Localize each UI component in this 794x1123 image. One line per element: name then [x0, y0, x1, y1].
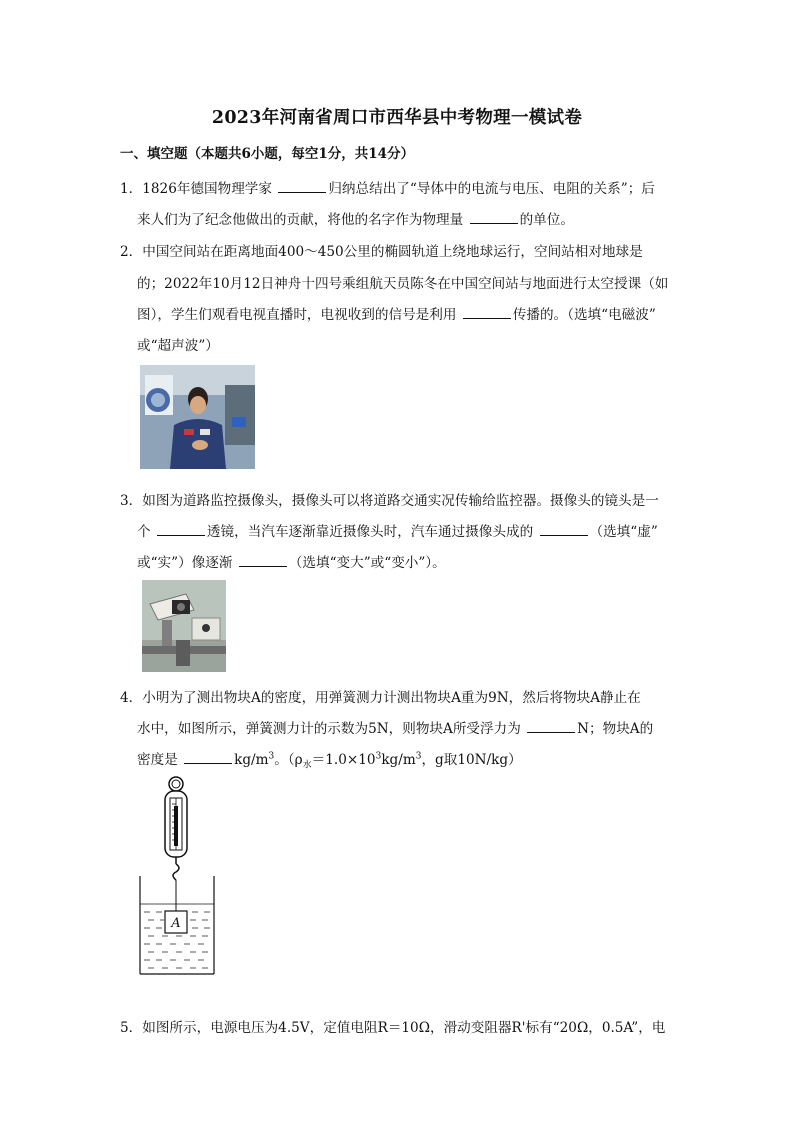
q4-unit: kg/m — [234, 752, 269, 768]
block-a-label: A — [171, 916, 181, 931]
q4-text-b: N；物块A的 — [577, 721, 654, 737]
q4-text-a: 水中，如图所示，弹簧测力计的示数为5N，则物块A所受浮力为 — [137, 721, 526, 737]
q4-line2 — [137, 717, 653, 737]
q3-line2 — [137, 520, 658, 540]
q3-line3 — [137, 551, 446, 571]
q1-line1 — [120, 177, 655, 197]
q1-text-b: 归纳总结出了“导体中的电流与电压、电阻的关系”；后 — [328, 181, 655, 197]
q2-text-a: 图），学生们观看电视直播时，电视收到的信号是利用 — [137, 307, 461, 323]
spring-scale-diagram — [136, 776, 220, 978]
q4-blank-2 — [184, 752, 232, 764]
q2-line2: 的；2022年10月12日神舟十四号乘组航天员陈冬在中国空间站与地面进行太空授课（如 — [137, 276, 669, 292]
q2-line3 — [137, 303, 656, 323]
q4-density-unit: kg/m — [381, 752, 416, 768]
q1-text-c: 来人们为了纪念他做出的贡献，将他的名字作为物理量 — [137, 212, 468, 228]
q3-text-a: 个 — [137, 524, 155, 540]
q4-density-exp: 3 — [375, 751, 382, 762]
q4-line1: 4．小明为了测出物块A的密度，用弹簧测力计测出物块A重为9N，然后将物块A静止在 — [120, 690, 641, 706]
q3-blank-1 — [157, 524, 205, 536]
q3-line1: 3．如图为道路监控摄像头，摄像头可以将道路交通实况传输给监控器。摄像头的镜头是一 — [120, 493, 659, 509]
q3-text-c: （选填“虚” — [589, 524, 658, 540]
q3-text-e: （选填“变大”或“变小”）。 — [288, 555, 446, 571]
q4-unit-exp: 3 — [268, 751, 275, 762]
q1-text-a: 1．1826年德国物理学家 — [120, 181, 277, 197]
q1-blank-2 — [470, 212, 518, 224]
q3-blank-2 — [540, 524, 588, 536]
q1-blank-1 — [278, 181, 326, 193]
q4-blank-1 — [527, 721, 575, 733]
q3-text-d: 或“实”）像逐渐 — [137, 555, 237, 571]
q4-line3 — [137, 748, 522, 771]
camera-photo — [142, 580, 226, 672]
astronaut-photo — [140, 365, 255, 469]
q3-text-b: 透镜，当汽车逐渐靠近摄像头时，汽车通过摄像头成的 — [206, 524, 538, 540]
q4-g-value: ，g取10N/kg） — [421, 752, 522, 768]
page-title: 2023年河南省周口市西华县中考物理一模试卷 — [211, 108, 583, 128]
q4-density-unit-exp: 3 — [415, 751, 422, 762]
q4-rho-sub: 水 — [302, 760, 312, 771]
q1-text-d: 的单位。 — [519, 212, 574, 228]
q1-line2 — [137, 208, 574, 228]
q2-blank-1 — [463, 307, 511, 319]
q4-text-c: 密度是 — [137, 752, 183, 768]
q4-density-val: ＝1.0×10 — [311, 752, 376, 768]
q2-line4: 或“超声波”） — [137, 338, 219, 354]
q3-blank-3 — [239, 555, 287, 567]
q2-text-b: 传播的。（选填“电磁波” — [512, 307, 656, 323]
q5-line1: 5．如图所示，电源电压为4.5V，定值电阻R＝10Ω，滑动变阻器R'标有“20Ω，0.5A”，电 — [120, 1020, 666, 1036]
q2-line1: 2．中国空间站在距离地面400～450公里的椭圆轨道上绕地球运行，空间站相对地球是 — [120, 244, 643, 260]
section-heading: 一、填空题（本题共6小题，每空1分，共14分） — [120, 146, 415, 162]
q4-rho: 。（ρ — [274, 752, 303, 768]
